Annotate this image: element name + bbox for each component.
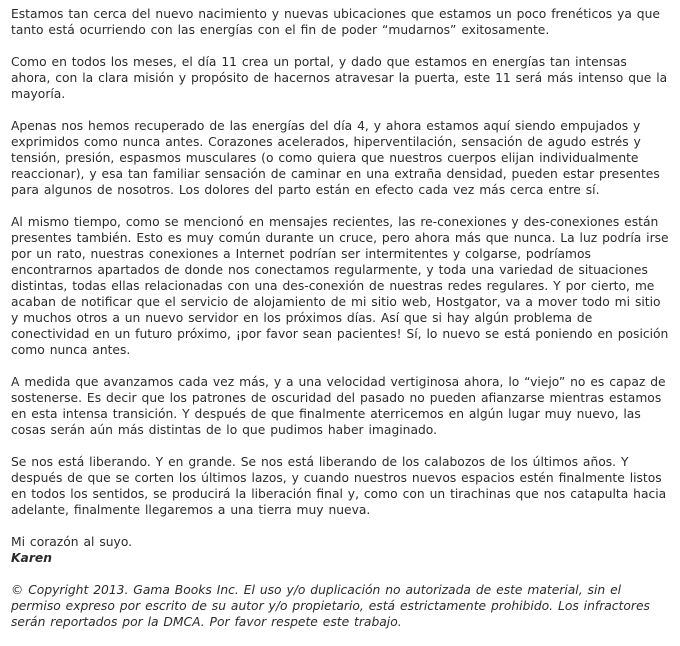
paragraph-3: Apenas nos hemos recuperado de las energías del día 4, y ahora estamos aquí siendo empujados y exprimidos como nunca antes. Corazones acelerados, hiperventilación, sensación de agudo estrés y tensión, presión, espasmos musculares (o como quiera que nuestros cuerpos elijan individualmente reaccionar), y esa tan familiar sensación de caminar en una extraña densidad, pueden estar presentes para algunos de nosotros. Los dolores del parto están en efecto cada vez más cerca entre sí.	[11, 119, 660, 197]
signature: Karen	[11, 551, 52, 565]
paragraph-2: Como en todos los meses, el día 11 crea un portal, y dado que estamos en energías tan intensas ahora, con la clara misión y propósito de hacernos atravesar la puerta, este 11 será más intenso que la mayoría.	[11, 55, 668, 101]
paragraph-5: A medida que avanzamos cada vez más, y a una velocidad vertiginosa ahora, lo “viejo” no es capaz de sostenerse. Es decir que los patrones de oscuridad del pasado no pueden afianzarse mientras estamos en esta intensa transición. Y después de que finalmente aterricemos en algún lugar muy nuevo, las cosas serán aún más distintas de lo que pudimos haber imaginado.	[11, 375, 666, 437]
article-body	[11, 6, 671, 646]
paragraph-4: Al mismo tiempo, como se mencionó en mensajes recientes, las re-conexiones y des-conexiones están presentes también. Esto es muy común durante un cruce, pero ahora más que nunca. La luz podría irse por un rato, nuestras conexiones a Internet podrían ser intermitentes y colgarse, podríamos encontrarnos apartados de donde nos conectamos regularmente, y toda una variedad de situaciones distintas, todas ellas relacionadas con una des-conexión de nuestras redes regulares. Y por cierto, me acaban de notificar que el servicio de alojamiento de mi sitio web, Hostgator, va a mover todo mi sitio y muchos otros a un nuevo servidor en los próximos días. Así que si hay algún problema de conectividad en un futuro próximo, ¡por favor sean pacientes! Sí, lo nuevo se está poniendo en posición como nunca antes.	[11, 215, 669, 357]
paragraph-1: Estamos tan cerca del nuevo nacimiento y nuevas ubicaciones que estamos un poco frenéticos ya que tanto está ocurriendo con las energías con el fin de poder “mudarnos” exitosamente.	[11, 7, 660, 37]
paragraph-6: Se nos está liberando. Y en grande. Se nos está liberando de los calabozos de los últimos años. Y después de que se corten los últimos lazos, y cuando nuestros nuevos espacios estén finalmente listos en todos los sentidos, se producirá la liberación final y, como con un tirachinas que nos catapulta hacia adelante, finalmente llegaremos a una tierra muy nueva.	[11, 455, 667, 517]
copyright-notice: © Copyright 2013. Gama Books Inc. El uso y/o duplicación no autorizada de este material, sin el permiso expreso por escrito de su autor y/o propietario, está estrictamente prohibido. Los infractores serán reportados por la DMCA. Por favor respete este trabajo.	[11, 583, 650, 629]
closing-line: Mi corazón al suyo.	[11, 535, 133, 549]
sign-off	[11, 534, 671, 566]
